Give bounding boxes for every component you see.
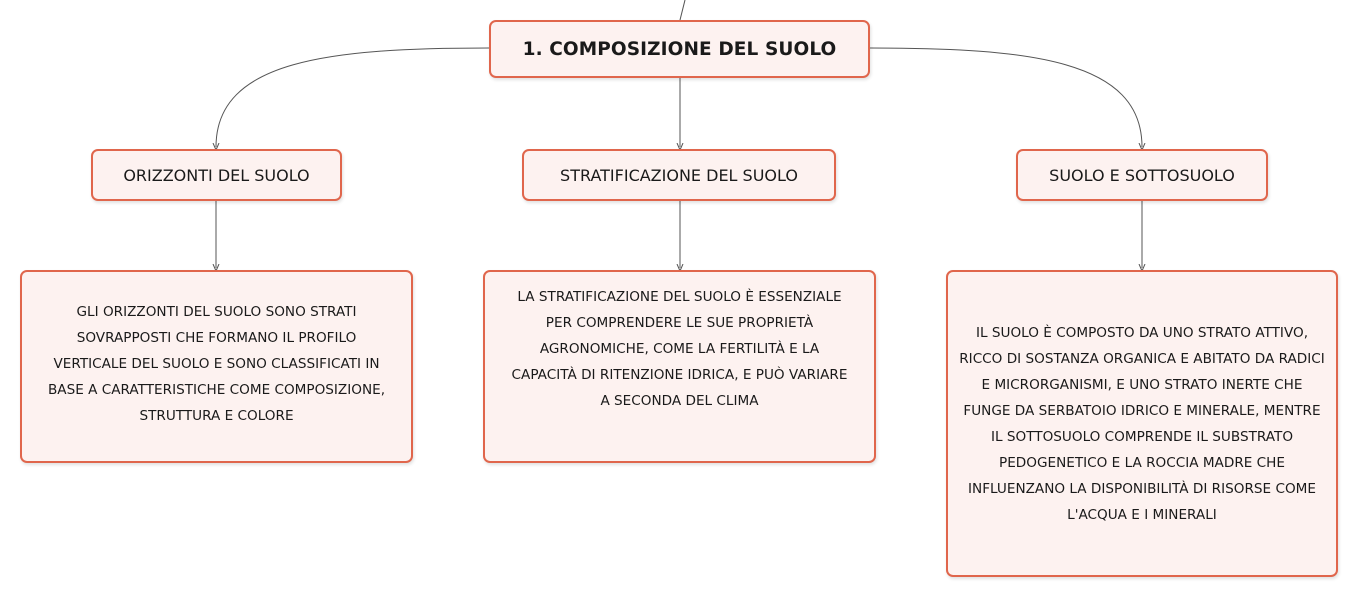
topic-node-stratificazione[interactable] [522, 149, 836, 201]
connector-root-to-suolo-sottosuolo [870, 48, 1142, 147]
topic-label-suolo-sottosuolo: SUOLO E SOTTOSUOLO [1049, 165, 1235, 185]
description-node-stratificazione[interactable] [483, 270, 876, 463]
root-topic-node[interactable] [489, 20, 870, 78]
description-text-suolo-sottosuolo: IL SUOLO È COMPOSTO DA UNO STRATO ATTIVO, RICCO DI SOSTANZA ORGANICA E ABITATO DA RADICI E MICRORGANISMI, E UNO STRATO INERTE CHE FUNGE DA SERBATOIO IDRICO E MINERALE, MENTRE IL SOTTOSUOLO COMPRENDE IL SUBSTRATO PEDOGENETICO E LA ROCCIA MADRE CHE INFLUENZANO LA DISPONIBILITÀ DI RISORSE COME L'ACQUA E I MINERALI [959, 324, 1325, 523]
parent-connector-line [680, 0, 685, 20]
topic-node-orizzonti[interactable] [91, 149, 342, 201]
description-node-suolo-sottosuolo[interactable] [946, 270, 1338, 577]
topic-node-suolo-sottosuolo[interactable] [1016, 149, 1268, 201]
root-topic-label: 1. COMPOSIZIONE DEL SUOLO [522, 38, 837, 60]
topic-label-orizzonti: ORIZZONTI DEL SUOLO [123, 165, 310, 185]
description-text-stratificazione: LA STRATIFICAZIONE DEL SUOLO È ESSENZIALE PER COMPRENDERE LE SUE PROPRIETÀ AGRONOMICHE, COME LA FERTILITÀ E LA CAPACITÀ DI RITENZIONE IDRICA, E PUÒ VARIARE A SECONDA DEL CLIMA [511, 289, 848, 409]
description-node-orizzonti[interactable] [20, 270, 413, 463]
description-text-orizzonti: GLI ORIZZONTI DEL SUOLO SONO STRATI SOVRAPPOSTI CHE FORMANO IL PROFILO VERTICALE DEL SUOLO E SONO CLASSIFICATI IN BASE A CARATTERISTICHE COME COMPOSIZIONE, STRUTTURA E COLORE [47, 303, 386, 424]
connector-root-to-orizzonti [216, 48, 489, 147]
topic-label-stratificazione: STRATIFICAZIONE DEL SUOLO [560, 165, 798, 185]
